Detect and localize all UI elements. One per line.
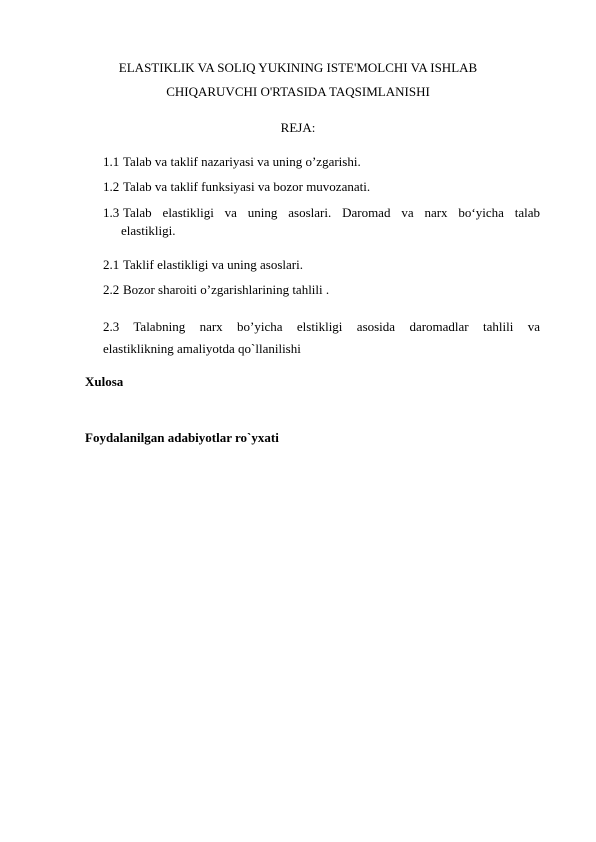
toc-item-text: Talab elastikligi va uning asoslari. Daromad va narx bo‘yicha talab	[123, 205, 540, 220]
toc-item-text: Bozor sharoiti o’zgarishlarining tahlili .	[123, 282, 330, 297]
conclusion-heading: Xulosa	[85, 374, 124, 389]
toc-item-2-2	[103, 281, 540, 299]
plan-heading: REJA:	[280, 120, 316, 135]
toc-item-text: Talab va taklif nazariyasi va uning o’zgarishi.	[123, 154, 361, 169]
toc-item-text-continued: elastikligi.	[121, 223, 176, 238]
document-title-line-2: CHIQARUVCHI O'RTASIDA TAQSIMLANISHI	[166, 84, 430, 99]
references-heading: Foydalanilgan adabiyotlar ro`yxati	[85, 430, 279, 445]
document-title-line-1: ELASTIKLIK VA SOLIQ YUKINING ISTE'MOLCHI VA ISHLAB	[118, 60, 478, 75]
toc-item-2-3-line-2: elastiklikning amaliyotda qo`llanilishi	[103, 341, 301, 356]
toc-item-2-3-line-1: 2.3 Talabning narx bo’yicha elstikligi asosida daromadlar tahlili va	[103, 319, 540, 334]
toc-item-2-1	[103, 256, 540, 274]
toc-item-1-3	[103, 204, 540, 240]
toc-item-text: Talab va taklif funksiyasi va bozor muvozanati.	[123, 179, 371, 194]
toc-item-number: 1.1	[103, 154, 120, 169]
toc-item-text: Taklif elastikligi va uning asoslari.	[123, 257, 303, 272]
toc-item-text-wrap	[123, 204, 540, 240]
toc-item-1-2	[103, 178, 540, 196]
toc-item-number: 1.2	[103, 179, 120, 194]
toc-item-number: 1.3	[103, 205, 120, 220]
toc-item-1-1	[103, 153, 540, 171]
toc-item-number: 2.1	[103, 257, 120, 272]
toc-item-2-3	[103, 316, 540, 360]
toc-item-number: 2.2	[103, 282, 120, 297]
